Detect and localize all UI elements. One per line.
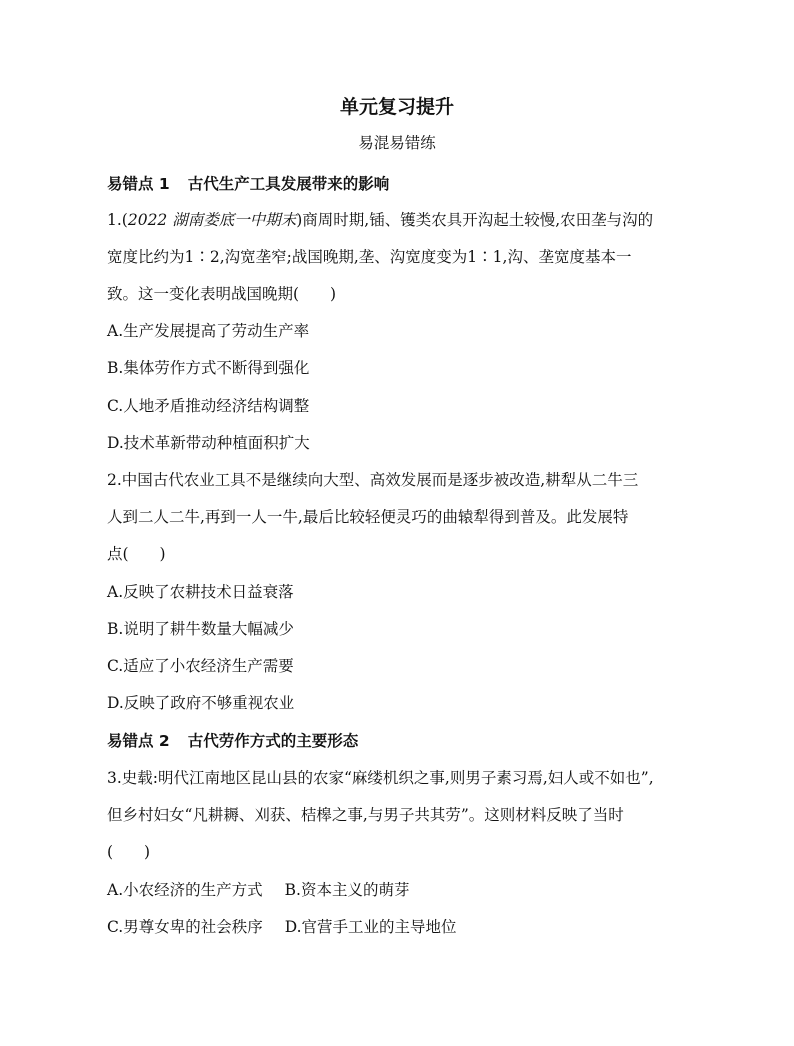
question-3-line-3: ( ) — [107, 843, 151, 861]
question-3-line-2: 但乡村妇女“凡耕耨、刈获、桔槔之事,与男子共其劳”。这则材料反映了当时 — [107, 806, 624, 824]
page-subtitle: 易混易错练 — [358, 134, 436, 152]
page-title: 单元复习提升 — [339, 96, 454, 118]
question-1-line-3: 致。这一变化表明战国晚期( ) — [107, 285, 337, 303]
question-3-option-d[interactable]: D.官营手工业的主导地位 — [284, 918, 457, 936]
question-1-option-a[interactable]: A.生产发展提高了劳动生产率 — [107, 322, 310, 340]
question-3-line-1: 3.史载:明代江南地区昆山县的农家“麻缕机织之事,则男子素习焉,妇人或不如也”, — [107, 769, 654, 787]
question-1-line-1 — [107, 210, 707, 230]
question-3-options-row-1 — [107, 880, 707, 900]
section-heading-2 — [107, 731, 707, 751]
question-2-option-d[interactable]: D.反映了政府不够重视农业 — [107, 694, 295, 712]
question-2-option-a[interactable]: A.反映了农耕技术日益衰落 — [107, 583, 294, 601]
question-1-option-d[interactable]: D.技术革新带动种植面积扩大 — [107, 434, 310, 452]
question-number: 1.( — [107, 211, 128, 229]
question-3-option-b[interactable]: B.资本主义的萌芽 — [284, 881, 410, 899]
question-2-line-2: 人到二人二牛,再到一人一牛,最后比较轻便灵巧的曲辕犁得到普及。此发展特 — [107, 508, 629, 526]
section-heading-1 — [107, 174, 707, 194]
question-1-option-b[interactable]: B.集体劳作方式不断得到强化 — [107, 359, 310, 377]
section-name: 古代劳作方式的主要形态 — [187, 732, 359, 750]
question-3-options-row-2 — [107, 917, 707, 937]
question-3-option-c[interactable]: C.男尊女卑的社会秩序 — [107, 918, 263, 936]
question-3-option-a[interactable]: A.小农经济的生产方式 — [107, 881, 263, 899]
section-label: 易错点 2 — [107, 732, 170, 750]
question-2-line-1: 2.中国古代农业工具不是继续向大型、高效发展而是逐步被改造,耕犁从二牛三 — [107, 471, 639, 489]
question-2-line-3: 点( ) — [107, 545, 166, 563]
question-source: 2022 湖南娄底一中期末 — [127, 211, 297, 229]
question-2-option-b[interactable]: B.说明了耕牛数量大幅减少 — [107, 620, 294, 638]
question-1-line-2: 宽度比约为1∶2,沟宽垄窄;战国晚期,垄、沟宽度变为1∶1,沟、垄宽度基本一 — [107, 248, 632, 266]
section-label: 易错点 1 — [107, 175, 170, 193]
question-1-option-c[interactable]: C.人地矛盾推动经济结构调整 — [107, 397, 310, 415]
question-text: )商周时期,锸、镬类农具开沟起土较慢,农田垄与沟的 — [296, 211, 654, 229]
section-name: 古代生产工具发展带来的影响 — [187, 175, 390, 193]
question-2-option-c[interactable]: C.适应了小农经济生产需要 — [107, 657, 294, 675]
